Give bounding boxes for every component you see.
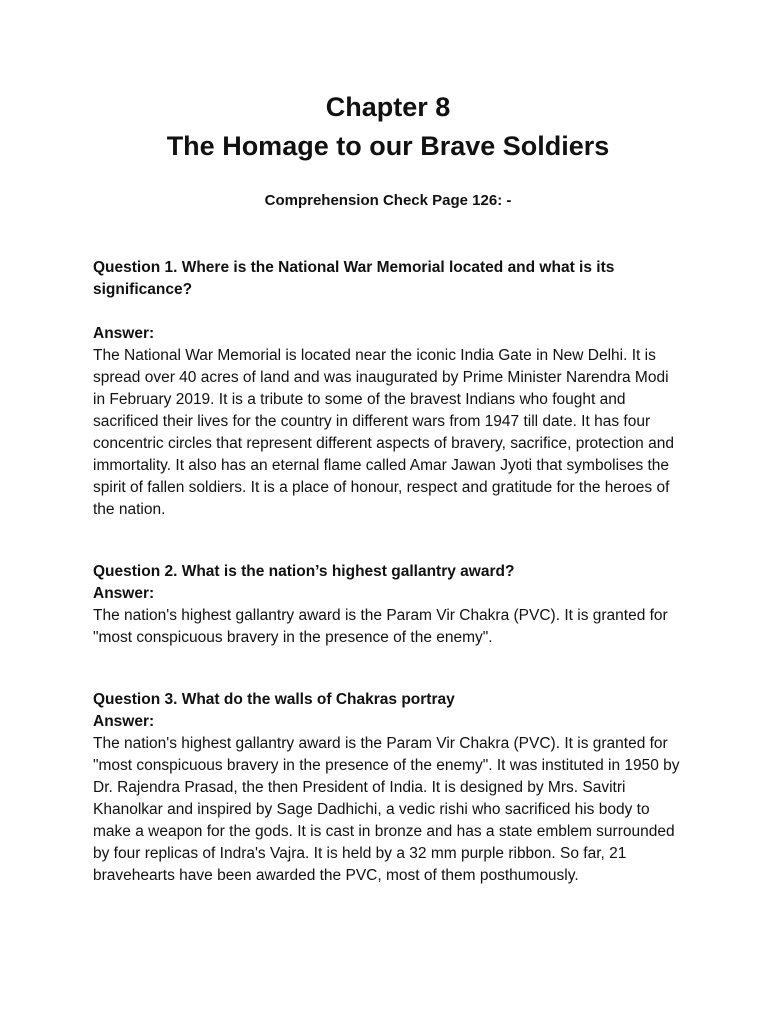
answer-2-text: The nation's highest gallantry award is the Param Vir Chakra (PVC). It is granted for "most conspicuous bravery in the presence of the enemy".: [93, 607, 668, 646]
answer-1-label: Answer:: [93, 325, 155, 342]
answer-3-label: Answer:: [93, 713, 155, 730]
answer-3-text: The nation's highest gallantry award is the Param Vir Chakra (PVC). It is granted for "most conspicuous bravery in the presence of the enemy". It was instituted in 1950 by Dr. Rajendra Prasad, the then President of India. It is designed by Mrs. Savitri Khanolkar and inspired by Sage Dadhichi, a vedic rishi who sacrificed his body to make a weapon for the gods. It is cast in bronze and has a state emblem surrounded by four replicas of Indra's Vajra. It is held by a 32 mm purple ribbon. So far, 21 bravehearts have been awarded the PVC, most of them posthumously.: [93, 735, 680, 884]
question-2: Question 2. What is the nation’s highest gallantry award?: [93, 563, 515, 580]
question-3: Question 3. What do the walls of Chakras portray: [93, 691, 455, 708]
answer-2-label: Answer:: [93, 585, 155, 602]
chapter-heading: [93, 88, 683, 166]
question-block-1: [93, 257, 683, 521]
question-block-2: [93, 561, 683, 649]
document-page: [93, 88, 683, 887]
question-1: Question 1. Where is the National War Memorial located and what is its significance?: [93, 259, 615, 298]
question-block-3: [93, 689, 683, 887]
comprehension-subtitle: Comprehension Check Page 126: -: [264, 192, 512, 209]
chapter-number: Chapter 8: [325, 92, 451, 122]
answer-1-text: The National War Memorial is located near the iconic India Gate in New Delhi. It is spread over 40 acres of land and was inaugurated by Prime Minister Narendra Modi in February 2019. It is a tribute to some of the bravest Indians who fought and sacrificed their lives for the country in different wars from 1947 till date. It has four concentric circles that represent different aspects of bravery, sacrifice, protection and immortality. It also has an eternal flame called Amar Jawan Jyoti that symbolises the spirit of fallen soldiers. It is a place of honour, respect and gratitude for the heroes of the nation.: [93, 347, 674, 518]
chapter-title: The Homage to our Brave Soldiers: [166, 131, 610, 161]
